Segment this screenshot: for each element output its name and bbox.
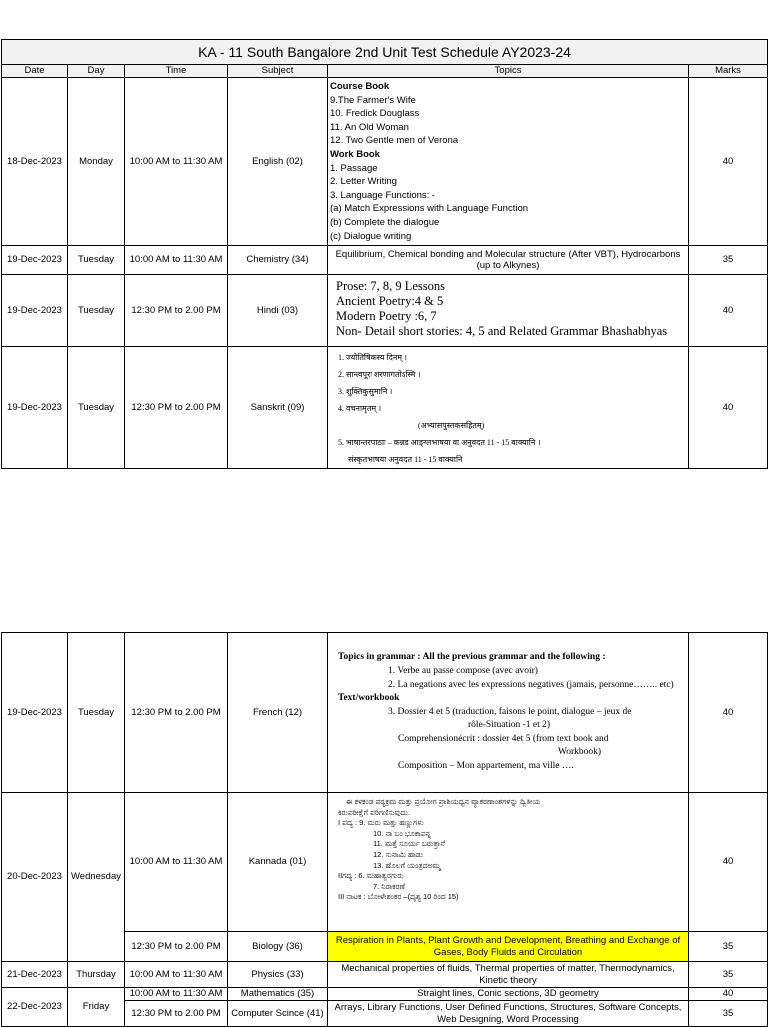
topic-line: Work Book: [330, 148, 380, 160]
topic-line: 10. ನಾ ಬಂ ಭೂಕಾಪನ್ನ: [373, 828, 431, 838]
topic-line: 10. Fredick Douglass: [330, 108, 420, 120]
table-row-sanskrit: [2, 347, 768, 469]
subject-cell: Hindi (03): [228, 275, 328, 347]
time-cell: 10:00 AM to 11:30 AM: [125, 78, 228, 246]
topic-line: Comprehensionécrit : dossier 4et 5 (from text book and: [398, 733, 609, 744]
day-cell: Thursday: [68, 962, 125, 988]
topics-cell: [328, 793, 689, 932]
marks-cell: 40: [689, 633, 768, 793]
topics-cell: [328, 633, 689, 793]
page-title: KA - 11 South Bangalore 2nd Unit Test Schedule AY2023-24: [2, 40, 768, 65]
marks-cell: 40: [689, 347, 768, 469]
table-row-mathematics: [2, 988, 768, 1001]
subject-cell: English (02): [228, 78, 328, 246]
day-cell: Tuesday: [68, 246, 125, 275]
schedule-table-top: [1, 39, 768, 469]
topic-line: Ancient Poetry:4 & 5: [336, 294, 444, 308]
subject-cell: French (12): [228, 633, 328, 793]
topics-cell: Straight lines, Conic sections, 3D geometry: [328, 988, 689, 1001]
topic-line: Topics in grammar : All the previous grammar and the following :: [338, 652, 606, 663]
date-cell: 19-Dec-2023: [2, 246, 68, 275]
subject-cell: Sanskrit (09): [228, 347, 328, 469]
topic-line: (अभ्यासपुस्तकसहितम्): [418, 421, 485, 430]
topic-line: 1. Verbe au passe compose (avec avoir): [388, 665, 538, 676]
day-cell: Monday: [68, 78, 125, 246]
topic-line: 2. Letter Writing: [330, 176, 397, 188]
table-row-english: [2, 78, 768, 246]
topic-line: ಕಿರುಪರೀಕ್ಷೆಗೆ ಪರಿಗಣಿಸುವುದು.: [338, 807, 410, 817]
table-row-french: [2, 633, 768, 793]
header-time: Time: [125, 65, 228, 78]
topic-line: 12. ಸುನಾಮಿ ಹಾಡು: [373, 849, 423, 859]
topic-line: I ಪದ್ಯ : 9. ಮರು ಮತ್ತು ಹಣ್ಣುಗಳು: [338, 818, 424, 828]
topics-cell: Mechanical properties of fluids, Thermal properties of matter, Thermodynamics, Kinetic theory: [328, 962, 689, 988]
day-cell: Wednesday: [68, 793, 125, 962]
topic-line: संस्कृतभाषया अनुवदत 11 - 15 वाक्यानि: [348, 455, 463, 464]
topic-line: Modern Poetry :6, 7: [336, 309, 437, 323]
topic-line: 5. भाषान्तरपाठाः – कन्नड आङ्ग्लभाषया वा अनुवदत 11 - 15 वाक्यानि ।: [338, 438, 541, 447]
topic-line: Workbook): [558, 747, 602, 758]
topic-line: Composition – Mon appartement, ma ville ….: [398, 761, 574, 772]
date-cell: 21-Dec-2023: [2, 962, 68, 988]
marks-cell: 35: [689, 1001, 768, 1027]
schedule-table-bottom: [1, 632, 768, 1027]
topic-line: 7. ನಿರಾಕರಣೆ: [373, 881, 405, 891]
date-cell: 22-Dec-2023: [2, 988, 68, 1027]
topics-cell: [328, 78, 689, 246]
time-cell: 10:00 AM to 11:30 AM: [125, 793, 228, 932]
table-row-chemistry: [2, 246, 768, 275]
topic-line: 13. ಹೊಲಗೆ ಯಂತ್ರದಅಮ್ಮ: [373, 860, 441, 870]
topic-line: Prose: 7, 8, 9 Lessons: [336, 279, 446, 293]
header-topics: Topics: [328, 65, 689, 78]
topics-cell: [328, 347, 689, 469]
marks-cell: 40: [689, 793, 768, 932]
topic-line: 3. Dossier 4 et 5 (traduction, faisons le point, dialogue – jeux de: [388, 706, 632, 717]
marks-cell: 40: [689, 275, 768, 347]
topics-cell: Arrays, Library Functions, User Defined Functions, Structures, Software Concepts, Web Designing, Word Processing: [328, 1001, 689, 1027]
topics-cell: [328, 275, 689, 347]
time-cell: 12:30 PM to 2.00 PM: [125, 347, 228, 469]
topic-line: 4. वचनामृतम् ।: [338, 404, 382, 413]
topic-line: 11. An Old Woman: [330, 121, 409, 133]
subject-cell: Biology (36): [228, 932, 328, 962]
topic-line: 2. सान्त्वपूरः शरणागतोऽस्मि ।: [338, 370, 421, 379]
marks-cell: 40: [689, 988, 768, 1001]
marks-cell: 35: [689, 932, 768, 962]
time-cell: 12:30 PM to 2.00 PM: [125, 1001, 228, 1027]
topic-line: 3. शुक्तिकुसुमानि ।: [338, 387, 393, 396]
topic-line: (a) Match Expressions with Language Function: [330, 203, 529, 215]
marks-cell: 35: [689, 246, 768, 275]
topic-line: (c) Dialogue writing: [330, 230, 412, 242]
header-subject: Subject: [228, 65, 328, 78]
day-cell: Tuesday: [68, 347, 125, 469]
topic-line: 3. Language Functions: -: [330, 189, 436, 201]
time-cell: 12:30 PM to 2.00 PM: [125, 275, 228, 347]
subject-cell: Physics (33): [228, 962, 328, 988]
time-cell: 10:00 AM to 11:30 AM: [125, 246, 228, 275]
topic-line: 1. ज्योतिषिकस्य दिनम् ।: [338, 353, 408, 362]
topic-line: 9.The Farmer's Wife: [330, 94, 416, 106]
day-cell: Tuesday: [68, 633, 125, 793]
date-cell: 20-Dec-2023: [2, 793, 68, 962]
date-cell: 19-Dec-2023: [2, 275, 68, 347]
header-marks: Marks: [689, 65, 768, 78]
header-row: [2, 65, 768, 78]
topic-line: Text/workbook: [338, 693, 400, 704]
topic-line: IIಗದ್ಯ : 6. ಮಹಾತ್ವರಗುರು: [338, 871, 404, 881]
topic-line: III ನಾಟಕ : ಬೋಳೇಶಂಕರ –(ದೃಶ್ಯ 10 ರಿಂದ 15): [338, 892, 459, 902]
day-cell: Friday: [68, 988, 125, 1027]
table-row-kannada: [2, 793, 768, 932]
time-cell: 10:00 AM to 11:30 AM: [125, 962, 228, 988]
topic-line: ಈ ಕಳಕಂಡ ಪಠ್ಯಕ್ರಮ ಮತ್ತು ಪ್ರಯೋಗ ಪ್ರಾಶಿಯಧ್ವನ ವ್ಯಾಕರಣಾಂಶಗಳನ್ನು ದ್ವಿತೀಯ: [346, 797, 541, 806]
topic-line: 1. Passage: [330, 162, 378, 174]
day-cell: Tuesday: [68, 275, 125, 347]
marks-cell: 35: [689, 962, 768, 988]
marks-cell: 40: [689, 78, 768, 246]
topic-line: Course Book: [330, 81, 390, 92]
subject-cell: Chemistry (34): [228, 246, 328, 275]
topic-line: 2. La negations avec les expressions negatives (jamais, personne…….. etc): [388, 679, 674, 690]
topic-line: Non- Detail short stories: 4, 5 and Related Grammar Bhashabhyas: [336, 324, 668, 338]
topic-line: rôle-Situation -1 et 2): [468, 720, 551, 731]
subject-cell: Mathematics (35): [228, 988, 328, 1001]
table-row-hindi: [2, 275, 768, 347]
date-cell: 19-Dec-2023: [2, 633, 68, 793]
subject-cell: Computer Scince (41): [228, 1001, 328, 1027]
time-cell: 12:30 PM to 2.00 PM: [125, 633, 228, 793]
date-cell: 19-Dec-2023: [2, 347, 68, 469]
topic-line: (b) Complete the dialogue: [330, 216, 440, 228]
topics-cell: Respiration in Plants, Plant Growth and Development, Breathing and Exchange of Gases, Body Fluids and Circulation: [328, 932, 689, 962]
time-cell: 12:30 PM to 2.00 PM: [125, 932, 228, 962]
topic-line: 12. Two Gentle men of Verona: [330, 135, 459, 147]
subject-cell: Kannada (01): [228, 793, 328, 932]
time-cell: 10:00 AM to 11:30 AM: [125, 988, 228, 1001]
topics-cell: Equilibrium, Chemical bonding and Molecular structure (After VBT), Hydrocarbons (up to Alkynes): [328, 246, 689, 275]
date-cell: 18-Dec-2023: [2, 78, 68, 246]
topic-line: 11. ಮತ್ತೆ ಸೂರ್ಯ ಬರುತ್ತಾನೆ: [373, 839, 446, 849]
header-date: Date: [2, 65, 68, 78]
table-row-physics: [2, 962, 768, 988]
header-day: Day: [68, 65, 125, 78]
